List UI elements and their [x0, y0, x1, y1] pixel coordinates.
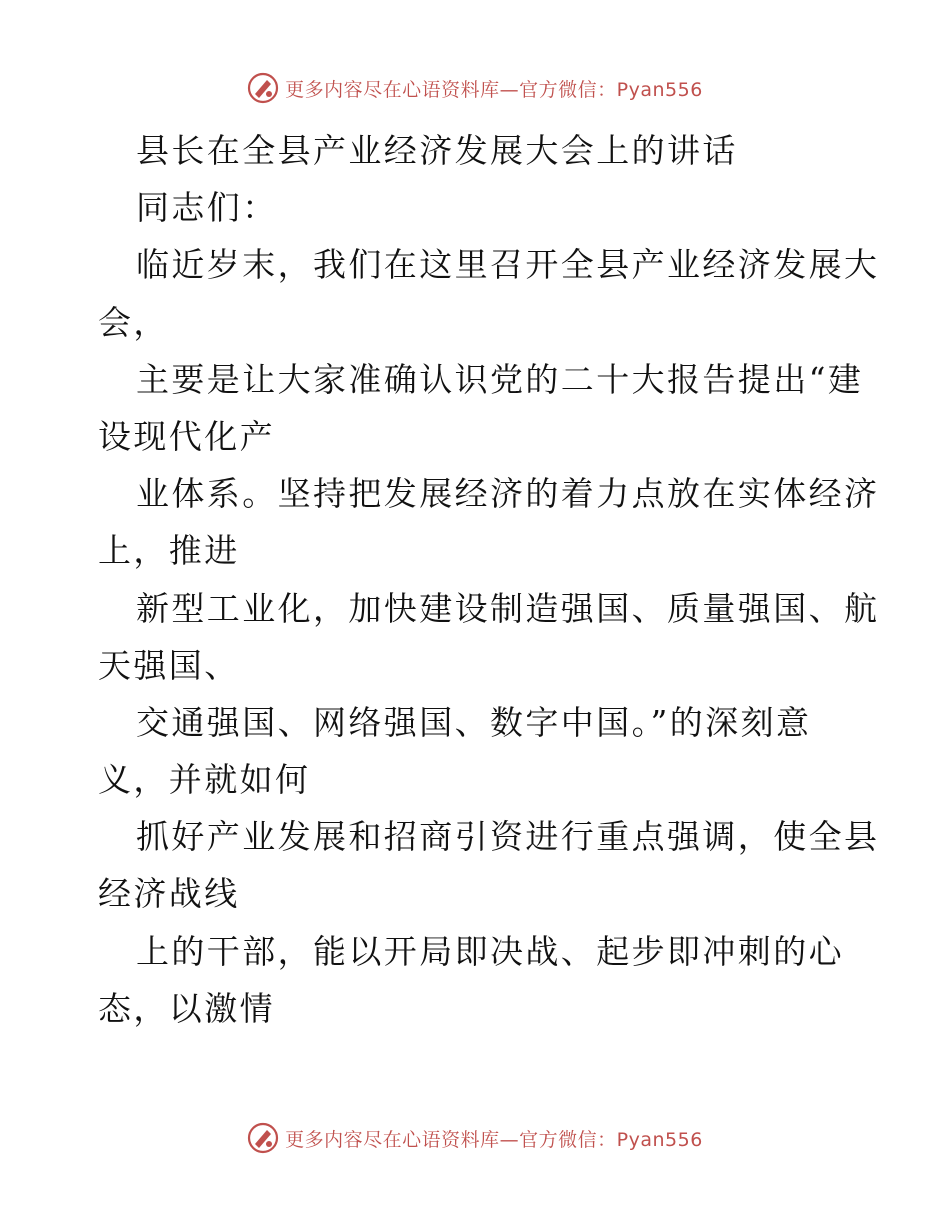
text-line: 抓好产业发展和招商引资进行重点强调，使全县	[136, 817, 880, 857]
text-line: 天强国、	[98, 645, 240, 685]
document-body	[98, 122, 880, 1037]
watermark-text: 更多内容尽在心语资料库—官方微信：Pyan556	[285, 1128, 703, 1151]
text-line: 义，并就如何	[98, 760, 311, 800]
text-line: 上，推进	[98, 531, 240, 571]
text-line: 主要是让大家准确认识党的二十大报告提出“建	[136, 359, 864, 399]
text-line: 新型工业化，加快建设制造强国、质量强国、航	[136, 588, 880, 628]
text-line: 态，以激情	[98, 988, 275, 1028]
footer-watermark	[0, 1122, 950, 1154]
watermark-text: 更多内容尽在心语资料库—官方微信：Pyan556	[285, 78, 703, 101]
text-line: 设现代化产	[98, 416, 275, 456]
document-title: 县长在全县产业经济发展大会上的讲话	[136, 131, 738, 170]
text-line: 临近岁末，我们在这里召开全县产业经济发展大	[136, 245, 880, 285]
text-line: 业体系。坚持把发展经济的着力点放在实体经济	[136, 474, 880, 514]
watermark-logo-icon	[247, 72, 279, 104]
watermark-logo-icon	[247, 1122, 279, 1154]
text-line: 会，	[98, 302, 169, 342]
text-line: 交通强国、网络强国、数字中国。”的深刻意	[136, 702, 812, 742]
header-watermark	[0, 72, 950, 104]
text-line: 经济战线	[98, 874, 240, 914]
salutation: 同志们：	[136, 188, 278, 228]
text-line: 上的干部，能以开局即决战、起步即冲刺的心	[136, 931, 844, 971]
